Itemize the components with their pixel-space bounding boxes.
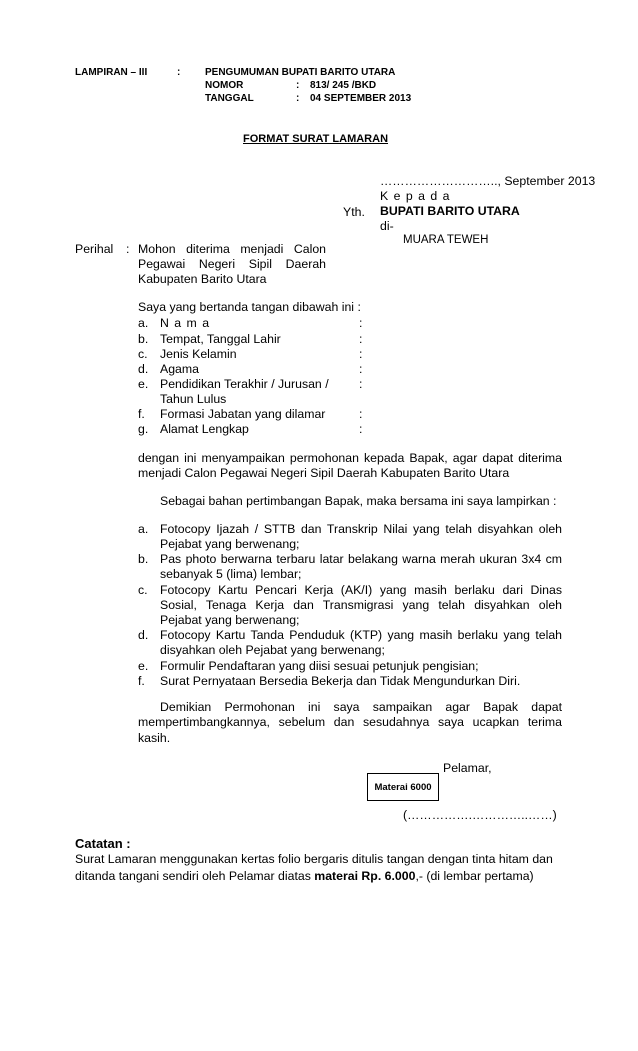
field-letter: a. [138,316,149,330]
field-colon: : [359,362,363,376]
notes-heading: Catatan : [75,836,131,851]
field-letter: f. [138,407,145,421]
field-name-label: N a m a [160,316,211,330]
addressee: BUPATI BARITO UTARA [380,204,520,218]
applicant-label: Pelamar, [443,761,492,775]
attachments-intro: Sebagai bahan pertimbangan Bapak, maka bersama ini saya lampirkan : [160,494,557,508]
body-paragraph-line-1: dengan ini menyampaikan permohonan kepada Bapak, agar dapat diterima [138,451,562,465]
yth-label: Yth. [343,205,365,219]
tanggal-value: 04 SEPTEMBER 2013 [310,93,412,104]
perihal-label: Perihal [75,242,114,256]
field-letter: e. [138,377,149,391]
body-paragraph-line-2: menjadi Calon Pegawai Negeri Sipil Daerah Kabupaten Barito Utara [138,466,510,480]
nomor-label: NOMOR [205,80,244,91]
perihal-line-2: Pegawai Negeri Sipil Daerah [138,257,326,271]
attachment-line: disyahkan oleh Pejabat yang berwenang; [160,643,385,657]
field-colon: : [359,407,363,421]
attachment-line: Sosial, Tenaga Kerja dan Transmigrasi yang telah disyahkan oleh [160,598,562,612]
notes-stamp-amount: materai Rp. 6.000 [314,869,416,883]
field-religion-label: Agama [160,362,199,376]
field-colon: : [359,377,363,391]
field-education-label-2: Tahun Lulus [160,392,227,406]
attachment-letter: a. [138,522,149,536]
identity-intro: Saya yang bertanda tangan dibawah ini : [138,300,361,314]
announcement-title: PENGUMUMAN BUPATI BARITO UTARA [205,67,396,78]
document-title: FORMAT SURAT LAMARAN [243,133,389,145]
notes-line-2 [75,869,534,883]
date-line: ……………………….., September 2013 [380,174,596,188]
stamp-duty-box [367,773,439,801]
notes-line-2-text: ditanda tangani sendiri oleh Pelamar diatas [75,869,315,883]
attachment-line: Surat Pernyataan Bersedia Bekerja dan Tidak Mengundurkan Diri. [160,674,521,688]
notes-line-1: Surat Lamaran menggunakan kertas folio bergaris ditulis tangan dengan tinta hitam dan [75,852,553,866]
field-education-label: Pendidikan Terakhir / Jurusan / [160,377,329,391]
closing-line-3: kasih. [138,731,171,745]
field-address-label: Alamat Lengkap [160,422,249,436]
attachment-line: Fotocopy Kartu Tanda Penduduk (KTP) yang masih berlaku yang telah [160,628,562,642]
di-label: di- [380,219,394,233]
attachment-letter: d. [138,628,149,642]
field-letter: c. [138,347,148,361]
field-gender-label: Jenis Kelamin [160,347,237,361]
nomor-colon: : [296,80,300,91]
lampiran-label: LAMPIRAN – III [75,67,148,78]
tanggal-colon: : [296,93,300,104]
attachment-line: Formulir Pendaftaran yang diisi sesuai petunjuk pengisian; [160,659,479,673]
field-birth-label: Tempat, Tanggal Lahir [160,332,281,346]
attachment-letter: c. [138,583,148,597]
field-colon: : [359,347,363,361]
attachment-letter: e. [138,659,149,673]
perihal-line-1: Mohon diterima menjadi Calon [138,242,326,256]
perihal-line-3: Kabupaten Barito Utara [138,272,267,286]
attachment-letter: f. [138,674,145,688]
stamp-duty-label: Materai 6000 [374,781,432,793]
nomor-value: 813/ 245 /BKD [310,80,377,91]
field-position-label: Formasi Jabatan yang dilamar [160,407,326,421]
field-letter: g. [138,422,149,436]
attachment-line: Fotocopy Ijazah / STTB dan Transkrip Nilai yang telah disyahkan oleh [160,522,562,536]
field-letter: b. [138,332,149,346]
closing-line-1: Demikian Permohonan ini saya sampaikan agar Bapak dapat [160,700,562,714]
place-name: MUARA TEWEH [403,234,489,246]
attachment-line: Pejabat yang berwenang; [160,537,300,551]
attachment-letter: b. [138,552,149,566]
tanggal-label: TANGGAL [205,93,254,104]
perihal-colon: : [126,242,130,256]
notes-line-2-suffix: ,- (di lembar pertama) [415,869,534,883]
header-colon: : [177,67,181,78]
attachment-line: sebanyak 5 (lima) lembar; [160,567,302,581]
field-letter: d. [138,362,149,376]
attachment-line: Pas photo berwarna terbaru latar belakang warna merah ukuran 3x4 cm [160,552,562,566]
closing-line-2: mempertimbangkannya, sebelum dan sesudahnya saya ucapkan terima [138,715,562,729]
kepada-label: K e p a d a [380,189,451,203]
field-colon: : [359,316,363,330]
attachment-line: Pejabat yang berwenang; [160,613,300,627]
signature-name-line: (…………….…………..……) [403,808,557,822]
field-colon: : [359,332,363,346]
field-colon: : [359,422,363,436]
attachment-line: Fotocopy Kartu Pencari Kerja (AK/I) yang masih berlaku dari Dinas [160,583,562,597]
